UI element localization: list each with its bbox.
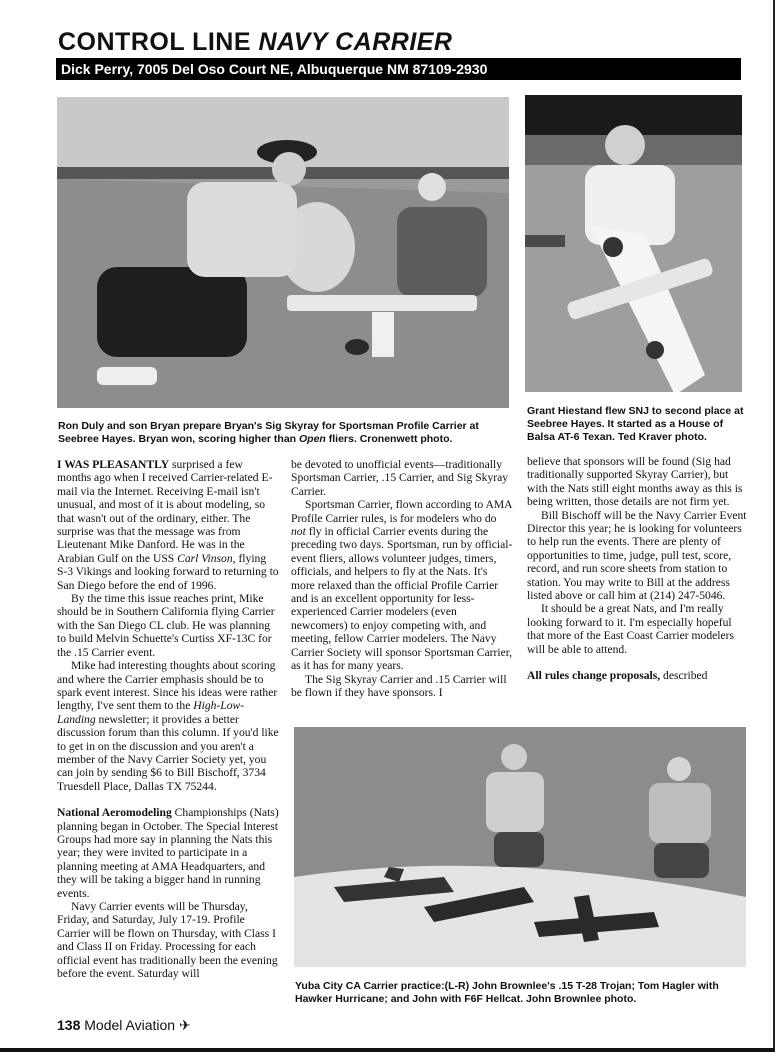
col1-lead-in: I WAS PLEASANTLY bbox=[57, 458, 170, 471]
photo-grant-hiestand bbox=[525, 95, 742, 392]
col1-paragraph-1 bbox=[57, 458, 279, 592]
column-title bbox=[58, 28, 453, 57]
col2-paragraph-2 bbox=[291, 498, 513, 672]
caption-photo1-text-a: Ron Duly and son Bryan prepare Bryan's Sig Skyray for Sportsman Profile Carrier at Seebree Hayes. Bryan won, scoring higher than bbox=[58, 420, 479, 445]
col1-p1-a: surprised a few months ago when I received Carrier-related E-mail via the Internet. Receiving E-mail isn't unusual, and most of it is about modeling, so that wasn't out of the ordinary, either. The surprise was that the message was from Lieutenant Mike Danford. He was in the Arabian Gulf on the USS bbox=[57, 458, 273, 565]
page-number: 138 bbox=[57, 1017, 81, 1033]
col3-paragraph-4 bbox=[527, 669, 747, 682]
col3-paragraph-3: It should be a great Nats, and I'm really looking forward to it. I'm especially hopeful that more of the East Coast Carrier modelers will be able to attend. bbox=[527, 602, 735, 656]
col2-paragraph-1: be devoted to unofficial events—traditionally Sportsman Carrier, .15 Carrier, and Sig Skyray Carrier. bbox=[291, 458, 509, 498]
photo-ron-and-bryan bbox=[57, 97, 509, 408]
col2-p2-italic: not bbox=[291, 525, 306, 539]
caption-photo1-italic: Open bbox=[299, 433, 326, 445]
title-italic: NAVY CARRIER bbox=[258, 28, 453, 56]
caption-photo1-text-b: fliers. Cronenwett photo. bbox=[325, 433, 453, 445]
col1-p4-text: Championships (Nats) planning began in October. The Special Interest Groups had more say in planning the Nats this year; they were invited to participate in a planning meeting at AMA Headquarters, and they will be taking a bigger hand in running events. bbox=[57, 806, 279, 900]
magazine-name: Model Aviation bbox=[84, 1017, 176, 1033]
col1-paragraph-5: Navy Carrier events will be Thursday, Friday, and Saturday, July 17-19. Profile Carrier will be flown on Thursday, with Class I and Class II on Friday. Processing for each official event has traditionally been the evening before the event. Saturday will bbox=[57, 900, 278, 981]
col1-p4-lead: National Aeromodeling bbox=[57, 806, 172, 820]
col3-p4-lead: All rules change proposals, bbox=[527, 669, 661, 683]
col1-paragraph-4 bbox=[57, 806, 279, 900]
caption-photo2: Grant Hiestand flew SNJ to second place at Seebree Hayes. It started as a House of Balsa AT-6 Texan. Ted Kraver photo. bbox=[527, 405, 744, 443]
col2-p2-a: Sportsman Carrier, flown according to AMA Profile Carrier rules, is for modelers who do bbox=[291, 498, 512, 525]
col1-paragraph-3 bbox=[57, 659, 279, 793]
title-main: CONTROL LINE bbox=[58, 28, 252, 56]
col2-p2-b: fly in official Carrier events during the preceding two days. Sportsman, run by official-event fliers, allows volunteer judges, timers, officials, and helpers to fly at the Nats. It's more relaxed than the official Profile Carrier and is an excellent opportunity for less-experienced Carrier modelers (even newcomers) to enjoy competing with, and meeting, fellow Carrier modelers. The Navy Carrier Society will sponsor Sportsman Carrier, as it has for many years. bbox=[291, 525, 513, 673]
col1-p3-italic: High-Low-Landing bbox=[57, 699, 245, 726]
col3-paragraph-1: believe that sponsors will be found (Sig had traditionally supported Skyray Carrier), but with the Nats still eight months away as this is being written, those details are not firm yet. bbox=[527, 455, 743, 509]
col1-p1-b: , flying S-3 Vikings and looking forward to returning to San Diego before the end of 1996. bbox=[57, 551, 279, 592]
caption-photo1 bbox=[58, 420, 513, 446]
text-column-1 bbox=[57, 458, 279, 980]
col1-paragraph-2: By the time this issue reaches print, Mike should be in Southern California flying Carrier with the San Diego CL club. He was planning to build Melvin Schuette's Curtiss XF-13C for the .15 Carrier event. bbox=[57, 592, 275, 659]
photo-yuba-city-practice bbox=[294, 727, 746, 967]
page-footer bbox=[57, 1017, 191, 1034]
col2-paragraph-3: The Sig Skyray Carrier and .15 Carrier will be flown if they have sponsors. I bbox=[291, 672, 507, 699]
text-column-3 bbox=[527, 455, 747, 683]
text-column-2 bbox=[291, 458, 513, 699]
col1-p3-a: Mike had interesting thoughts about scoring and where the Carrier emphasis should be to spark event interest. Since his ideas were rather lengthy, I've sent them to the bbox=[57, 659, 278, 713]
caption-photo3: Yuba City CA Carrier practice:(L-R) John Brownlee's .15 T-28 Trojan; Tom Hagler with Hawker Hurricane; and John with F6F Hellcat. John Brownlee photo. bbox=[295, 980, 719, 1005]
col1-p3-b: newsletter; it provides a better discussion forum than this column. If you'd like to get in on the discussion and you aren't a member of the Navy Carrier Society yet, you can join by sending $6 to Bill Bischoff, 3734 Truesdell Place, Dallas TX 75244. bbox=[57, 712, 279, 793]
col3-p4-text: described bbox=[660, 669, 708, 683]
col1-p1-italic: Carl Vinson bbox=[177, 551, 233, 565]
author-bar: Dick Perry, 7005 Del Oso Court NE, Albuquerque NM 87109-2930 bbox=[56, 58, 741, 80]
col3-paragraph-2: Bill Bischoff will be the Navy Carrier Event Director this year; he is looking for volunteers to help run the events. There are plenty of opportunities to time, judge, pull test, score, record, and run score sheets from station to station. You may write to Bill at the address listed above or call him at (214) 247-5046. bbox=[527, 508, 747, 603]
plane-icon: ✈ bbox=[178, 1017, 191, 1033]
